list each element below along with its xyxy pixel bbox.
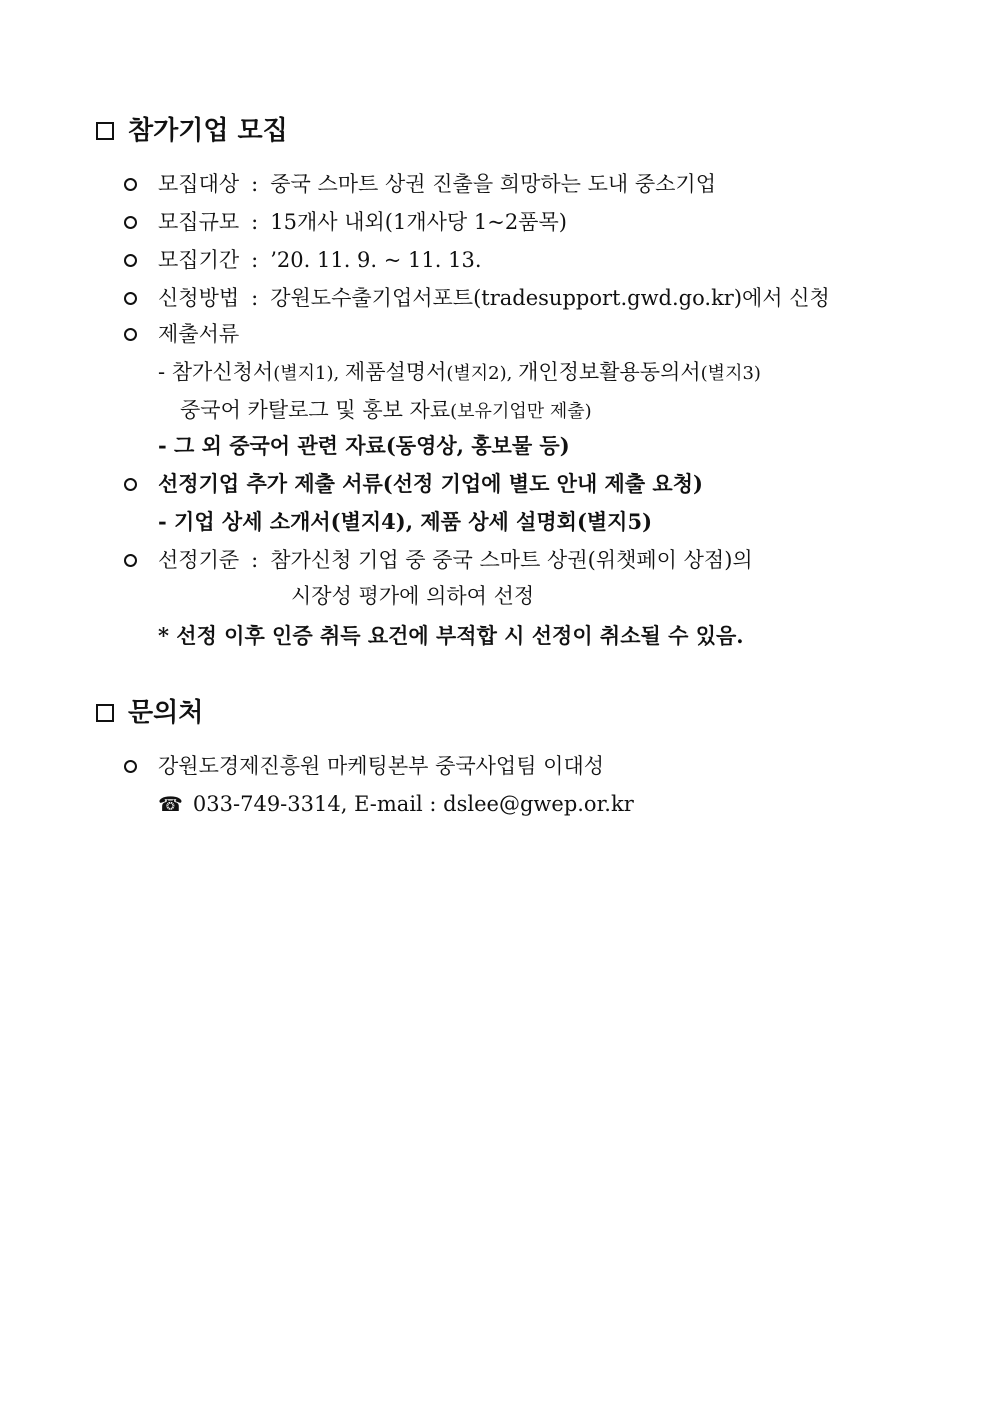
phone-icon: ☎ <box>158 792 183 816</box>
list-item-contact <box>122 752 902 780</box>
doc-note: (별지2), <box>446 363 519 384</box>
list-item-period <box>122 246 902 274</box>
scale-label: 모집규모 <box>158 210 240 234</box>
circle-bullet-icon <box>124 178 137 191</box>
list-item-method <box>122 284 902 312</box>
checkbox-square-icon <box>96 704 114 722</box>
criteria-label: 선정기준 <box>158 548 240 572</box>
circle-bullet-icon <box>124 328 137 341</box>
period-value: ’20. 11. 9. ~ 11. 13. <box>270 248 482 272</box>
circle-bullet-icon <box>124 760 137 773</box>
criteria-value-2: 시장성 평가에 의하여 선정 <box>291 584 535 608</box>
documents-line-2 <box>180 396 592 426</box>
criteria-value-1: 참가신청 기업 중 중국 스마트 상권(위챗페이 상점)의 <box>270 548 753 572</box>
criteria-note: * 선정 이후 인증 취득 요건에 부적합 시 선정이 취소될 수 있음. <box>158 623 744 648</box>
doc-application: - 참가신청서 <box>158 360 274 384</box>
colon: : <box>251 172 259 196</box>
contact-title: 문의처 <box>128 698 204 728</box>
recruit-title: 참가기업 모집 <box>128 116 288 146</box>
doc-privacy: 개인정보활용동의서 <box>518 360 701 384</box>
section-title-contact <box>96 698 203 728</box>
colon: : <box>251 286 259 310</box>
additional-sub: - 기업 상세 소개서(별지4), 제품 상세 설명회(별지5) <box>158 509 653 534</box>
list-item-target <box>122 170 902 198</box>
colon: : <box>251 548 259 572</box>
circle-bullet-icon <box>124 254 137 267</box>
additional-label: 선정기업 추가 제출 서류(선정 기업에 별도 안내 제출 요청) <box>158 471 703 496</box>
list-item-documents <box>122 320 902 348</box>
checkbox-square-icon <box>96 122 114 140</box>
documents-line-3: - 그 외 중국어 관련 자료(동영상, 홍보물 등) <box>158 433 570 458</box>
doc-note: (별지1), <box>273 363 345 384</box>
scale-value: 15개사 내외(1개사당 1~2품목) <box>270 210 567 234</box>
target-label: 모집대상 <box>158 172 240 196</box>
target-value: 중국 스마트 상권 진출을 희망하는 도내 중소기업 <box>270 172 717 196</box>
documents-label: 제출서류 <box>158 322 240 346</box>
section-title-recruit <box>96 116 288 146</box>
contact-phone: 033-749-3314, E-mail : dslee@gwep.or.kr <box>192 792 634 816</box>
circle-bullet-icon <box>124 554 137 567</box>
period-label: 모집기간 <box>158 248 240 272</box>
circle-bullet-icon <box>124 292 137 305</box>
list-item-additional <box>122 470 902 498</box>
contact-org: 강원도경제진흥원 마케팅본부 중국사업팀 이대성 <box>158 754 605 778</box>
doc-note: (별지3) <box>700 363 761 384</box>
doc-note: (보유기업만 제출) <box>450 401 592 422</box>
method-value: 강원도수출기업서포트(tradesupport.gwd.go.kr)에서 신청 <box>270 286 830 310</box>
list-item-criteria <box>122 546 902 574</box>
contact-phone-line <box>158 790 634 818</box>
doc-catalog: 중국어 카탈로그 및 홍보 자료 <box>180 398 451 422</box>
colon: : <box>251 248 259 272</box>
documents-line-1 <box>158 358 761 388</box>
colon: : <box>251 210 259 234</box>
circle-bullet-icon <box>124 216 137 229</box>
doc-product: 제품설명서 <box>344 360 447 384</box>
method-label: 신청방법 <box>158 286 240 310</box>
circle-bullet-icon <box>124 478 137 491</box>
list-item-scale <box>122 208 902 236</box>
